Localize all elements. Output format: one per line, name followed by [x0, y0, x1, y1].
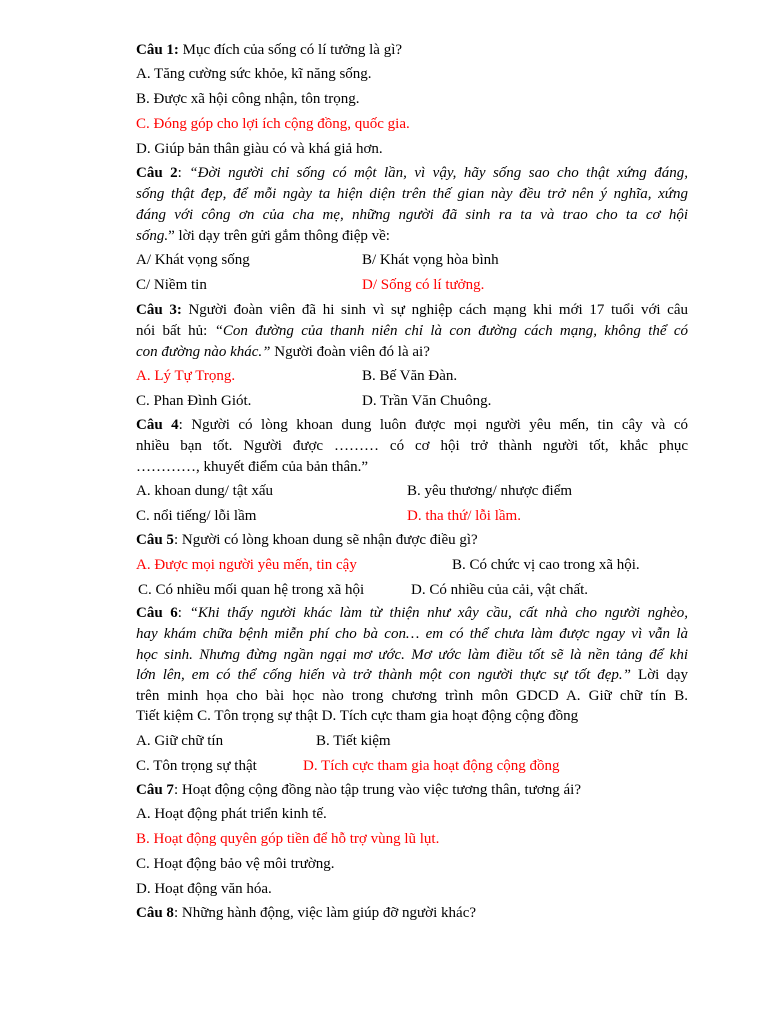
q2-label: Câu 2 — [136, 165, 178, 181]
q6-option-c: C. Tôn trọng sự thật — [136, 758, 257, 774]
q4-option-a: A. khoan dung/ tật xấu — [136, 483, 274, 499]
q5-option-d: D. Có nhiều của cải, vật chất. — [411, 582, 589, 598]
q4-text-1: : Người có lòng khoan dung luôn được mọi người yêu mến, tin cây và có — [178, 417, 688, 433]
q6-colon: : — [177, 605, 190, 621]
q6-label: Câu 6 — [136, 605, 178, 621]
q4-label: Câu 4 — [136, 417, 179, 433]
q3-text-1: Người đoàn viên đã hi sinh vì sự nghiệp cách mạng khi mới 17 tuổi với câu — [181, 302, 688, 318]
q6-stem-line1 — [136, 603, 688, 623]
q3-quote-2: “Con đường của thanh niên chỉ là con đường cách mạng, không thể có — [214, 323, 688, 339]
q7-text: : Hoạt động cộng đồng nào tập trung vào việc tương thân, tương ái? — [173, 782, 581, 798]
q3-option-a-correct: A. Lý Tự Trọng. — [136, 368, 236, 384]
q1-option-c-correct: C. Đóng góp cho lợi ích cộng đồng, quốc gia. — [136, 116, 410, 132]
q3-quote-3: con đường nào khác.” — [136, 344, 271, 360]
q3-stem-line3 — [136, 342, 430, 362]
q7-option-d: D. Hoạt động văn hóa. — [136, 881, 272, 897]
q7-label: Câu 7 — [136, 782, 174, 798]
q1-label: Câu 1: — [136, 42, 179, 58]
q5-option-b: B. Có chức vị cao trong xã hội. — [452, 557, 640, 573]
q5-option-c: C. Có nhiều mối quan hệ trong xã hội — [138, 582, 365, 598]
q8-stem — [136, 903, 476, 923]
q2-stem-line4 — [136, 226, 390, 246]
q1-text: Mục đích của sống có lí tưởng là gì? — [178, 42, 403, 58]
q2-stem-line1 — [136, 163, 688, 183]
q1-option-b: B. Được xã hội công nhận, tôn trọng. — [136, 91, 360, 107]
q2-colon: : — [177, 165, 190, 181]
q3-question: Người đoàn viên đó là ai? — [270, 344, 430, 360]
q4-option-d-correct: D. tha thứ/ lỗi lầm. — [407, 508, 521, 524]
q6-option-d-correct: D. Tích cực tham gia hoạt động cộng đồng — [303, 758, 560, 774]
q7-stem — [136, 780, 581, 800]
q4-option-c: C. nổi tiếng/ lỗi lầm — [136, 508, 257, 524]
q1-option-d: D. Giúp bản thân giàu có và khá giả hơn. — [136, 141, 383, 157]
q6-text-4: Lời dạy — [631, 667, 688, 683]
q3-stem-line1 — [136, 300, 688, 320]
q3-option-d: D. Trần Văn Chuông. — [362, 393, 492, 409]
q7-option-b-correct: B. Hoạt động quyên góp tiền để hỗ trợ vùng lũ lụt. — [136, 831, 440, 847]
q5-label: Câu 5 — [136, 532, 174, 548]
q5-option-a-correct: A. Được mọi người yêu mến, tin cậy — [136, 557, 357, 573]
q5-stem — [136, 530, 478, 550]
q6-stem-line5: trên minh họa cho bài học nào trong chương trình môn GDCD A. Giữ chữ tín B. — [136, 688, 688, 704]
q2-option-b: B/ Khát vọng hòa bình — [362, 252, 499, 268]
q4-stem-line3: …………, khuyết điểm của bản thân.” — [136, 459, 369, 475]
q2-quote-4: sống. — [136, 228, 169, 244]
q4-stem-line2: nhiều bạn tốt. Người được ……… có cơ hội trở thành người tốt, khắc phục — [136, 438, 688, 454]
q2-question: ” lời dạy trên gửi gắm thông điệp về: — [168, 228, 390, 244]
q5-text: : Người có lòng khoan dung sẽ nhận được điều gì? — [173, 532, 478, 548]
q3-label: Câu 3: — [136, 302, 182, 318]
q8-text: : Những hành động, việc làm giúp đỡ người khác? — [173, 905, 477, 921]
q3-option-b: B. Bế Văn Đàn. — [362, 368, 458, 384]
q2-quote-1: “Đời người chỉ sống có một lần, vì vậy, hãy sống sao cho thật xứng đáng, — [189, 165, 688, 181]
q4-stem-line1 — [136, 415, 688, 435]
q2-option-d-correct: D/ Sống có lí tưởng. — [362, 277, 485, 293]
q6-option-a: A. Giữ chữ tín — [136, 733, 224, 749]
q6-quote-4: lớn lên, em có thể cống hiến và trở thành một con người thực sự tốt đẹp.” — [136, 667, 632, 683]
q3-text-2: nói bất hủ: — [136, 323, 215, 339]
q1-stem — [136, 40, 402, 60]
q2-stem-line3: đáng với công ơn của cha mẹ, những người đã sinh ra ta và trao cho ta cơ hội — [136, 207, 688, 223]
q6-option-b: B. Tiết kiệm — [316, 733, 391, 749]
q1-option-a: A. Tăng cường sức khỏe, kĩ năng sống. — [136, 66, 372, 82]
q6-stem-line6: Tiết kiệm C. Tôn trọng sự thật D. Tích cực tham gia hoạt động cộng đồng — [136, 708, 579, 724]
q6-stem-line3: học sinh. Nhưng đừng ngần ngại mơ ước. Mơ ước làm điều tốt sẽ là nền tảng để khi — [136, 647, 688, 663]
q6-quote-1: “Khi thấy người khác làm từ thiện như xây cầu, cất nhà cho người nghèo, — [189, 605, 688, 621]
q6-stem-line2: hay khám chữa bệnh miễn phí cho bà con… em có thể chưa làm được ngay vì vẫn là — [136, 626, 688, 642]
q2-option-c: C/ Niềm tin — [136, 277, 207, 293]
q7-option-c: C. Hoạt động bảo vệ môi trường. — [136, 856, 335, 872]
q2-option-a: A/ Khát vọng sống — [136, 252, 250, 268]
q6-stem-line4 — [136, 665, 688, 685]
q3-option-c: C. Phan Đình Giót. — [136, 393, 252, 409]
q3-stem-line2 — [136, 321, 688, 341]
q2-stem-line2: sống thật đẹp, để mỗi ngày ta hiện diện trên thế gian này đều trở nên ý nghĩa, xứng — [136, 186, 688, 202]
q8-label: Câu 8 — [136, 905, 174, 921]
q7-option-a: A. Hoạt động phát triển kinh tế. — [136, 806, 327, 822]
q4-option-b: B. yêu thương/ nhược điểm — [407, 483, 573, 499]
